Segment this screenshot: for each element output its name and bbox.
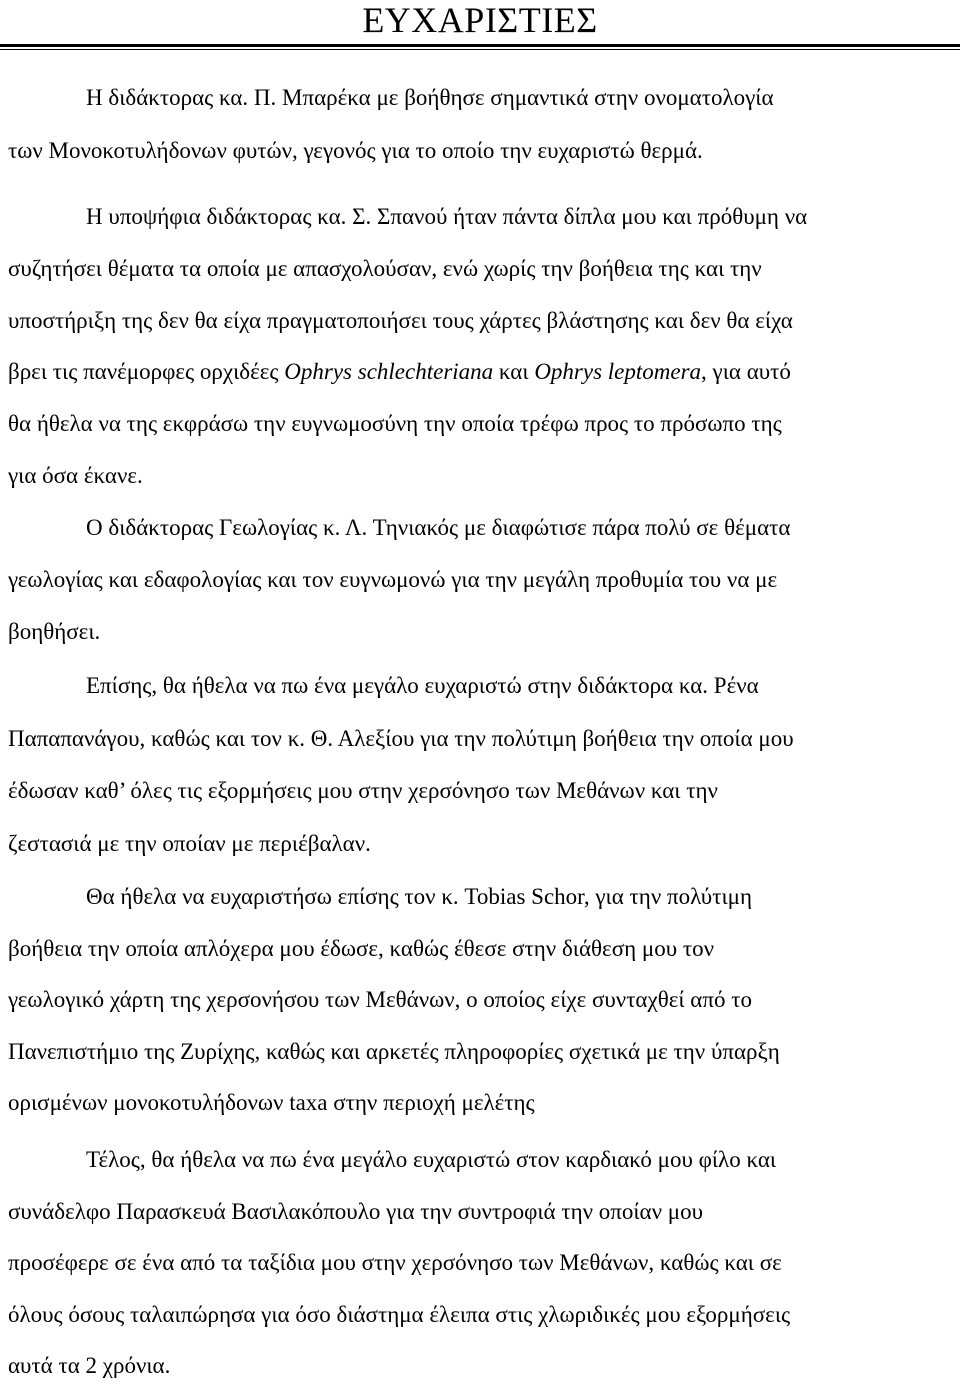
paragraph-line: συζητήσει θέματα τα οποία με απασχολούσαν, ενώ χωρίς την βοήθεια της και την [8,255,762,281]
paragraph-line: ζεστασιά με την οποίαν με περιέβαλαν. [8,830,371,856]
paragraph-line: Επίσης, θα ήθελα να πω ένα μεγάλο ευχαριστώ στην διδάκτορα κα. Ρένα [86,673,759,698]
paragraph-line: για όσα έκανε. [8,462,143,488]
paragraph-5 [8,871,956,1129]
paragraph-line: γεωλογίας και εδαφολογίας και τον ευγνωμονώ για την μεγάλη προθυμία του να με [8,566,778,592]
paragraph-line: έδωσαν καθ’ όλες τις εξορμήσεις μου στην χερσόνησο των Μεθάνων και την [8,778,718,803]
paragraph-line: Ο διδάκτορας Γεωλογίας κ. Λ. Τηνιακός με διαφώτισε πάρα πολύ σε θέματα [86,515,791,540]
paragraph-line: των Μονοκοτυλήδονων φυτών, γεγονός για το οποίο την ευχαριστώ θερμά. [8,138,703,163]
line-text: βρει τις πανέμορφες ορχιδέες [8,359,285,385]
line-text: και [493,359,535,385]
paragraph-line: Η υποψήφια διδάκτορας κα. Σ. Σπανού ήταν πάντα δίπλα μου και πρόθυμη να [86,204,808,229]
paragraph-line: βοήθεια την οποία απλόχερα μου έδωσε, καθώς έθεσε στην διάθεση μου τον [8,935,714,961]
paragraph-line: Πανεπιστήμιο της Ζυρίχης, καθώς και αρκετές πληροφορίες σχετικά με την ύπαρξη [8,1038,780,1064]
paragraph-line: αυτά τα 2 χρόνια. [8,1353,171,1379]
paragraph-2 [8,191,956,502]
paragraph-line: βοηθήσει. [8,618,101,644]
paragraph-6 [8,1134,956,1392]
paragraph-4 [8,660,956,870]
paragraph-line: υποστήριξη της δεν θα είχα πραγματοποιήσει τους χάρτες βλάστησης και δεν θα είχα [8,307,793,333]
paragraph-line [8,346,956,398]
paragraph-3 [8,502,956,657]
paragraph-line: ορισμένων μονοκοτυλήδονων taxa στην περιοχή μελέτης [8,1090,535,1116]
paragraph-line: γεωλογικό χάρτη της χερσονήσου των Μεθάνων, ο οποίος είχε συνταχθεί από το [8,987,752,1013]
paragraph-line: Η διδάκτορας κα. Π. Μπαρέκα με βοήθησε σημαντικά στην ονοματολογία [86,85,774,110]
paragraph-line: προσέφερε σε ένα από τα ταξίδια μου στην χερσόνησο των Μεθάνων, καθώς και σε [8,1250,782,1276]
paragraph-line: Τέλος, θα ήθελα να πω ένα μεγάλο ευχαριστώ στον καρδιακό μου φίλο και [86,1147,777,1172]
paragraph-line: Παπαπανάγου, καθώς και τον κ. Θ. Αλεξίου για την πολύτιμη βοήθεια την οποία μου [8,725,794,751]
title-rule-thin [0,49,960,50]
paragraph-line: συνάδελφο Παρασκευά Βασιλακόπουλο για την συντροφιά την οποίαν μου [8,1198,703,1224]
paragraph-1 [8,71,956,177]
title-rule-thick [0,44,960,47]
paragraph-line: όλους όσους ταλαιπώρησα για όσο διάστημα έλειπα στις χλωριδικές μου εξορμήσεις [8,1301,791,1327]
species-name: Ophrys schlechteriana [284,359,494,385]
line-text: , για αυτό [701,359,791,385]
species-name: Ophrys leptomera [534,359,702,385]
paragraph-line: θα ήθελα να της εκφράσω την ευγνωμοσύνη την οποία τρέφω προς το πρόσωπο της [8,411,782,437]
page-title: ΕΥΧΑΡΙΣΤΙΕΣ [362,0,598,40]
paragraph-line: Θα ήθελα να ευχαριστήσω επίσης τον κ. Tobias Schor, για την πολύτιμη [86,884,752,909]
